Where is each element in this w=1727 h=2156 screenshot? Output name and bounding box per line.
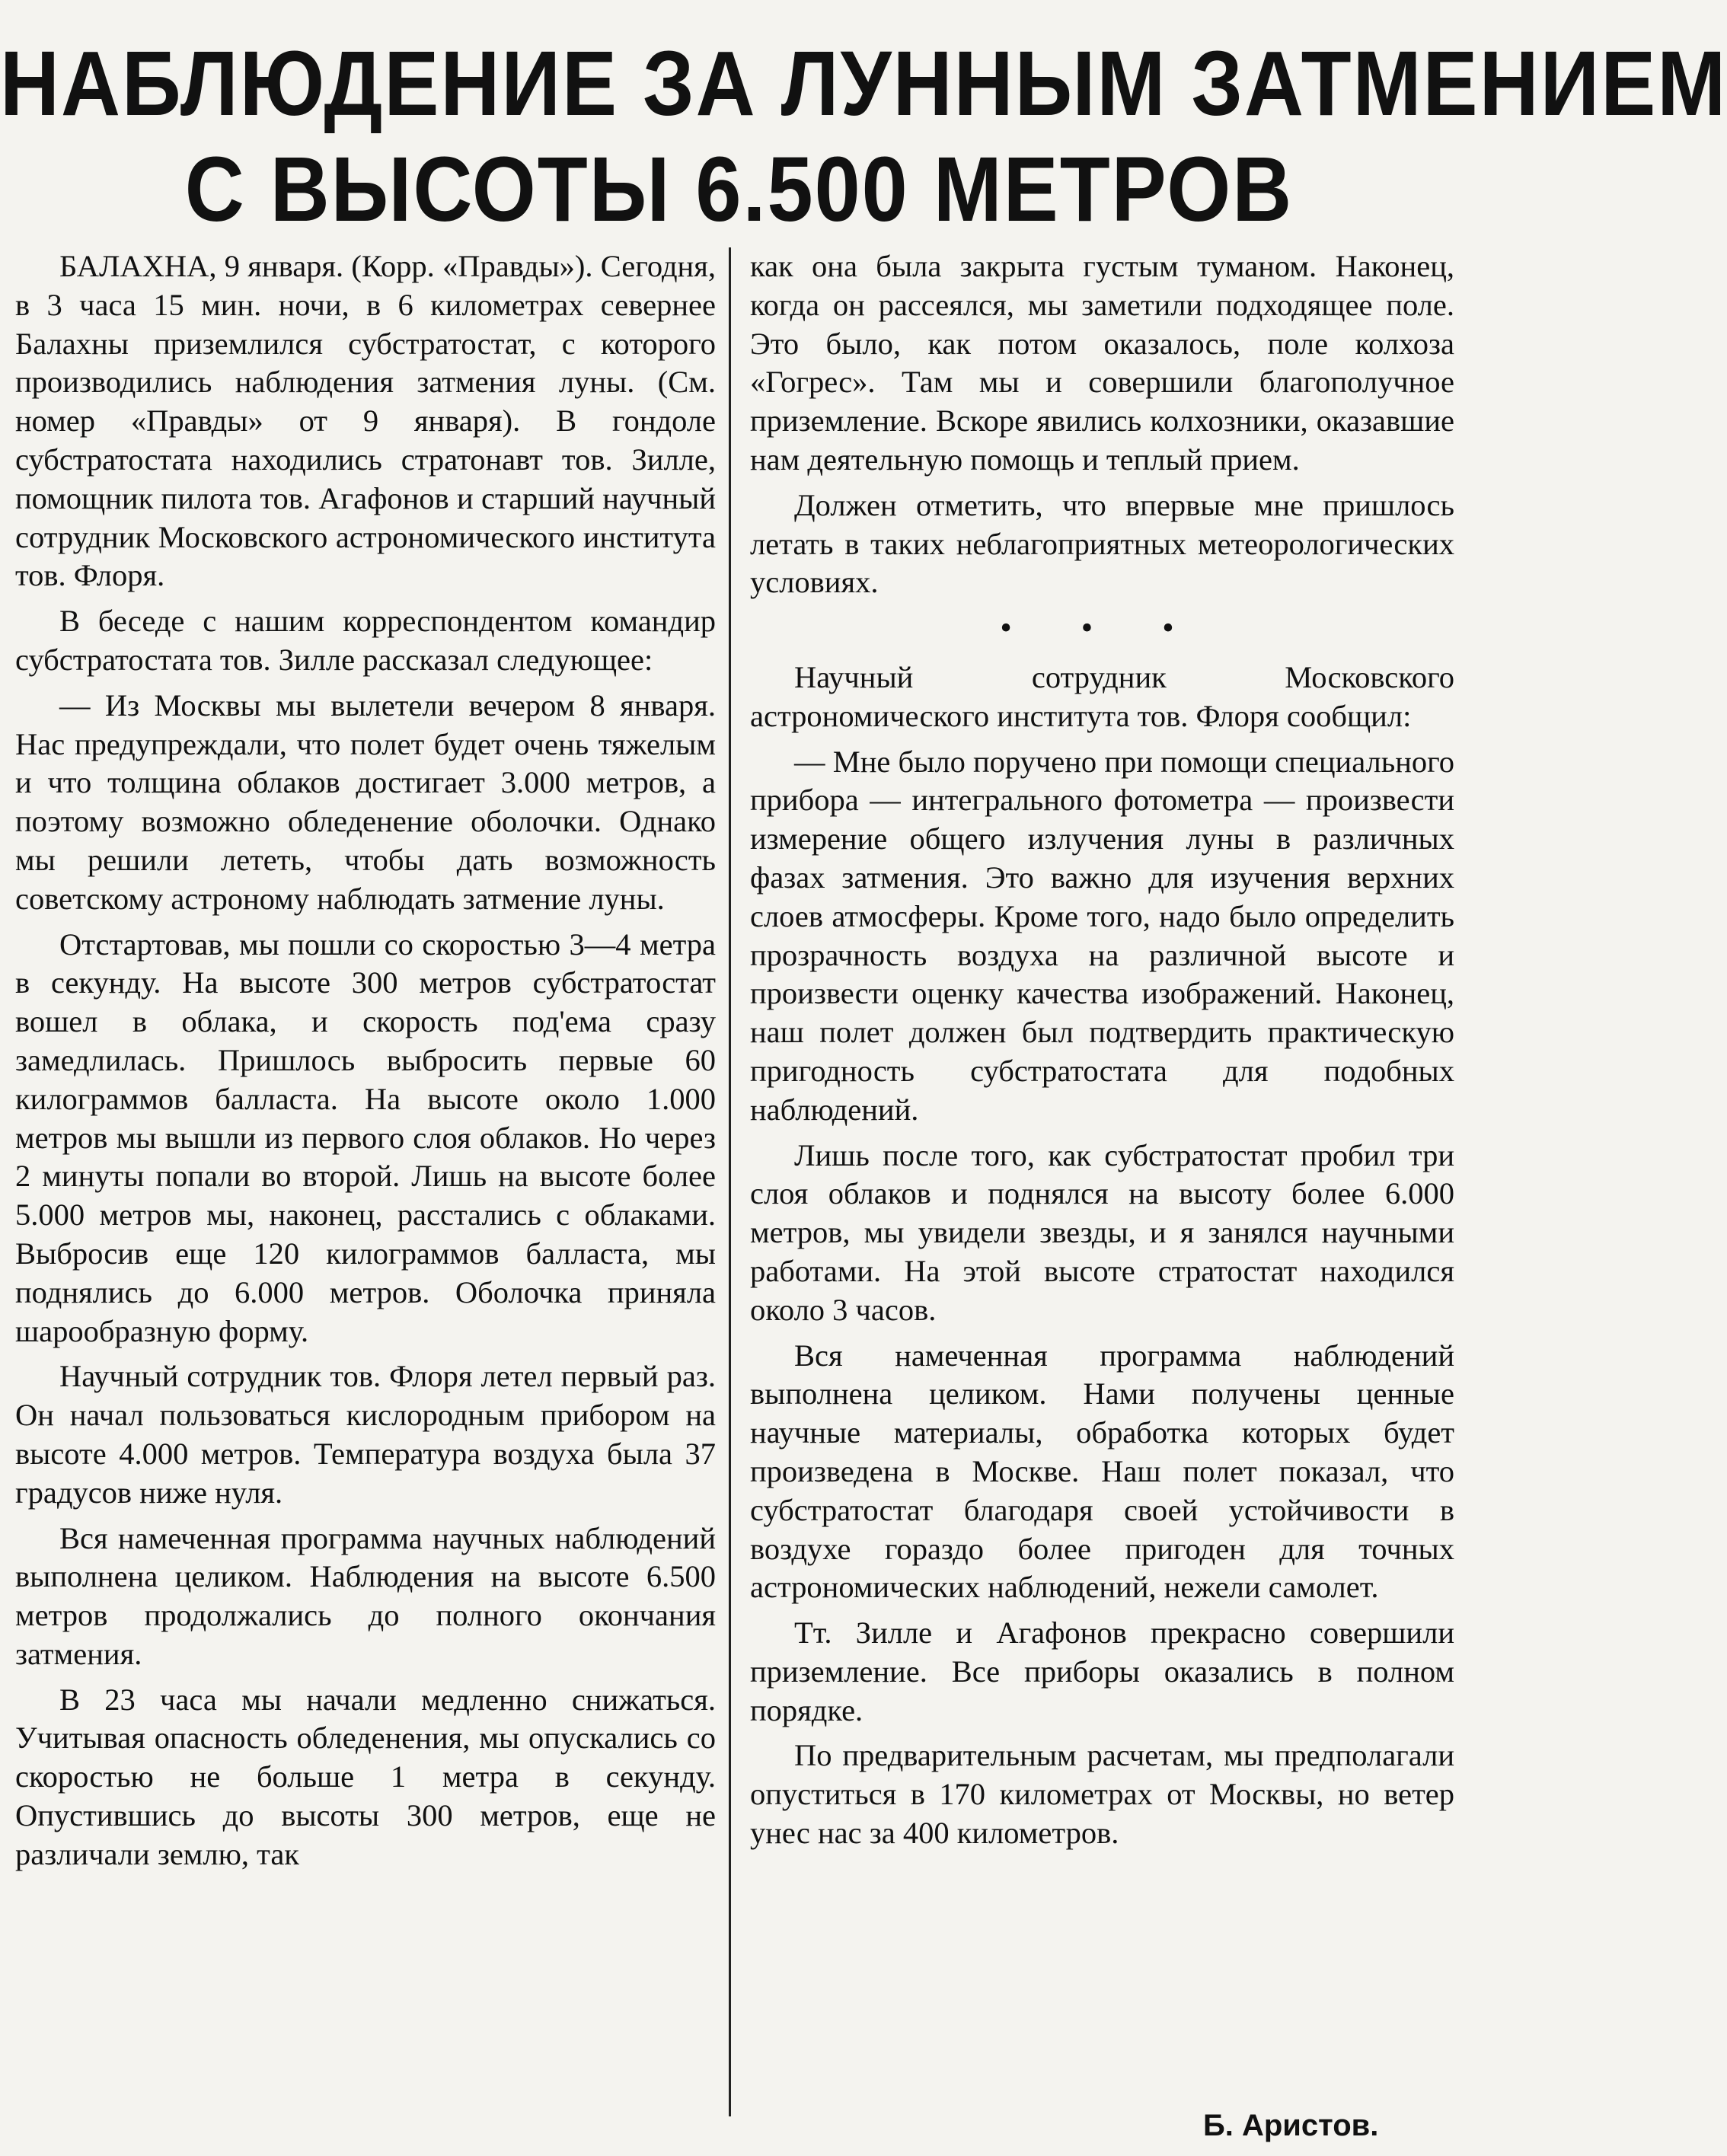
paragraph: В 23 часа мы начали медленно снижаться. Учитывая опасность обледенения, мы опускались со скоростью не больше 1 метра в секунду. Опустившись до высоты 300 метров, еще не различали землю, так: [15, 1682, 716, 1871]
left-column: [15, 247, 716, 2128]
paragraph: Научный сотрудник Московского астрономического института тов. Флоря сообщил:: [750, 659, 1454, 733]
author-signature: Б. Аристов.: [1203, 2109, 1379, 2142]
paragraph: По предварительным расчетам, мы предполагали опуститься в 170 километрах от Москвы, но ветер унес нас за 400 километров.: [750, 1738, 1454, 1851]
headline-line-1: НАБЛЮДЕНИЕ ЗА ЛУННЫМ ЗАТМЕНИЕМ: [0, 31, 1727, 135]
paragraph: — Мне было поручено при помощи специального прибора — интегрального фотометра — произвести измерение общего излучения луны в различных фазах затмения. Это важно для изучения верхних слоев атмосферы. Кроме того, надо было определить прозрачность воздуха на различной высоте и произвести оценку качества изображений. Наконец, наш полет должен был подтвердить практическую пригодность субстратостата для подобных наблюдений.: [750, 744, 1454, 1127]
paragraph: Отстартовав, мы пошли со скоростью 3—4 метра в секунду. На высоте 300 метров субстратостат вошел в облака, и скорость под'ема сразу замедлилась. Пришлось выбросить первые 60 килограммов балласта. На высоте около 1.000 метров мы вышли из первого слоя облаков. Но через 2 минуты попали во второй. Лишь на высоте более 5.000 метров мы, наконец, расстались с облаками. Выбросив еще 120 килограммов балласта, мы поднялись до 6.000 метров. Оболочка приняла шарообразную форму.: [15, 927, 716, 1348]
headline-line-2: С ВЫСОТЫ 6.500 МЕТРОВ: [184, 137, 1294, 241]
right-column: [750, 247, 1454, 2128]
paragraph: БАЛАХНА, 9 января. (Корр. «Правды»). Сегодня, в 3 часа 15 мин. ночи, в 6 километрах севернее Балахны приземлился субстратостат, с которого производились наблюдения затмения луны. (См. номер «Правды» от 9 января). В гондоле субстратостата находились стратонавт тов. Зилле, помощник пилота тов. Агафонов и старший научный сотрудник Московского астрономического института тов. Флоря.: [15, 249, 716, 593]
paragraph: Должен отметить, что впервые мне пришлось летать в таких неблагоприятных метеорологических условиях.: [750, 487, 1454, 600]
paragraph: Научный сотрудник тов. Флоря летел первый раз. Он начал пользоваться кислородным прибором на высоте 4.000 метров. Температура воздуха была 37 градусов ниже нуля.: [15, 1359, 716, 1510]
paragraph: Вся намеченная программа научных наблюдений выполнена целиком. Наблюдения на высоте 6.500 метров продолжались до полного окончания затмения.: [15, 1520, 716, 1671]
paragraph: — Из Москвы мы вылетели вечером 8 января. Нас предупреждали, что полет будет очень тяжелым и что толщина облаков достигает 3.000 метров, а поэтому возможно обледенение оболочки. Однако мы решили лететь, чтобы дать возможность советскому астроному наблюдать затмение луны.: [15, 687, 716, 916]
paragraph: Тт. Зилле и Агафонов прекрасно совершили приземление. Все приборы оказались в полном порядке.: [750, 1615, 1454, 1727]
paragraph: В беседе с нашим корреспондентом командир субстратостата тов. Зилле рассказал следующее:: [15, 604, 716, 677]
paragraph: Вся намеченная программа наблюдений выполнена целиком. Нами получены ценные научные материалы, обработка которых будет произведена в Москве. Наш полет показал, что субстратостат благодаря своей устойчивости в воздухе гораздо более пригоден для точных астрономических наблюдений, нежели самолет.: [750, 1338, 1454, 1605]
column-divider: [729, 247, 731, 2116]
paragraph: как она была закрыта густым туманом. Наконец, когда он рассеялся, мы заметили подходящее поле. Это было, как потом оказалось, поле колхоза «Гогрес». Там мы и совершили благополучное приземление. Вскоре явились колхозники, оказавшие нам деятельную помощь и теплый прием.: [750, 249, 1454, 477]
paragraph: Лишь после того, как субстратостат пробил три слоя облаков и поднялся на высоту более 6.000 метров, мы увидели звезды, и я занялся научными работами. На этой высоте стратостат находился около 3 часов.: [750, 1137, 1454, 1327]
section-separator: • • •: [1000, 609, 1205, 647]
headline: [0, 30, 1727, 242]
